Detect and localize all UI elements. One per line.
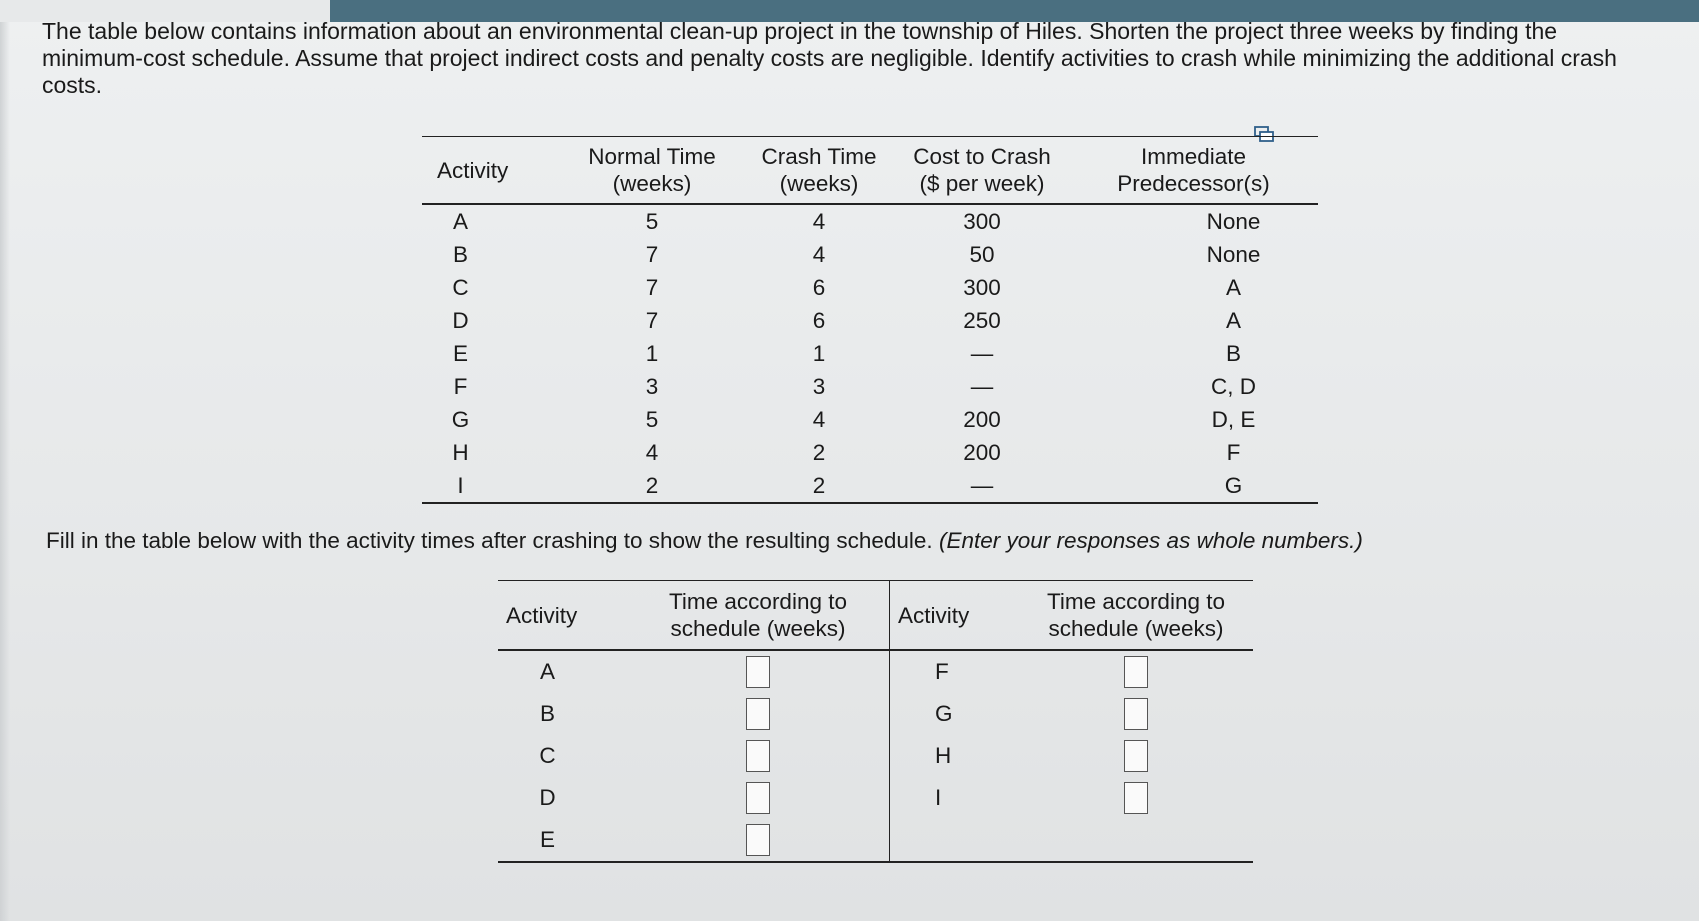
cell-activity: G: [451, 406, 470, 432]
activity-row-b: [422, 238, 1318, 271]
cell-predecessors: None: [1206, 208, 1261, 234]
header-crash-time: Crash Time (weeks): [761, 144, 877, 196]
answer-input-cell: [1019, 777, 1253, 819]
cell-activity: I: [457, 472, 464, 498]
project-data-table: [422, 136, 1318, 504]
answer-activity-label: B: [539, 701, 555, 726]
answer-row: [498, 735, 1253, 777]
answer-input-cell: [627, 735, 890, 777]
cell-crash-time: 4: [812, 406, 826, 432]
header-activity: Activity: [437, 157, 509, 183]
instruction-italic: (Enter your responses as whole numbers.): [938, 528, 1363, 553]
cell-cost-to-crash: —: [970, 340, 994, 366]
answer-activity-label: G: [890, 693, 1020, 735]
cell-crash-time: 6: [812, 274, 826, 300]
cell-predecessors: C, D: [1211, 373, 1256, 399]
cell-predecessors: F: [1226, 439, 1241, 465]
cell-activity: D: [452, 307, 469, 333]
time-input-a[interactable]: [746, 656, 770, 688]
answer-input-cell: [627, 693, 890, 735]
cell-predecessors: A: [1225, 274, 1241, 300]
answer-table: [498, 580, 1253, 863]
cell-predecessors: G: [1224, 472, 1243, 498]
instruction-main: Fill in the table below with the activity times after crashing to show the resulting schedule.: [46, 528, 933, 553]
instruction-text: [46, 528, 1363, 554]
answer-activity-label: C: [539, 743, 556, 768]
cell-cost-to-crash: 200: [963, 406, 1001, 432]
answer-header-time-left: Time according to schedule (weeks): [669, 589, 847, 641]
answer-row: [498, 693, 1253, 735]
cell-normal-time: 3: [645, 373, 659, 399]
cell-cost-to-crash: 300: [963, 274, 1001, 300]
time-input-i[interactable]: [1124, 782, 1148, 814]
answer-header-activity-left: Activity: [506, 602, 578, 628]
answer-row: [498, 777, 1253, 819]
cell-normal-time: 5: [645, 208, 659, 234]
answer-header-time-right: Time according to schedule (weeks): [1047, 589, 1225, 641]
project-data-body: [422, 204, 1318, 503]
cell-normal-time: 7: [645, 307, 659, 333]
cell-normal-time: 4: [645, 439, 659, 465]
activity-row-a: [422, 204, 1318, 238]
cell-activity: E: [452, 340, 468, 366]
cell-normal-time: 5: [645, 406, 659, 432]
header-normal-time: Normal Time (weeks): [588, 144, 716, 196]
cell-normal-time: 2: [645, 472, 659, 498]
cell-crash-time: 1: [812, 340, 826, 366]
cell-activity: C: [452, 274, 469, 300]
answer-input-cell: [627, 650, 890, 693]
cell-cost-to-crash: —: [970, 373, 994, 399]
activity-row-i: [422, 469, 1318, 503]
time-input-d[interactable]: [746, 782, 770, 814]
cell-predecessors: None: [1206, 241, 1261, 267]
cell-cost-to-crash: 50: [969, 241, 995, 267]
cell-crash-time: 4: [812, 208, 826, 234]
answer-activity-label: F: [890, 650, 1020, 693]
cell-normal-time: 1: [645, 340, 659, 366]
cell-crash-time: 4: [812, 241, 826, 267]
activity-row-f: [422, 370, 1318, 403]
time-input-c[interactable]: [746, 740, 770, 772]
answer-row: [498, 650, 1253, 693]
cell-activity: A: [452, 208, 468, 234]
answer-input-cell: [1019, 650, 1253, 693]
cell-cost-to-crash: 200: [963, 439, 1001, 465]
project-data-header-row: [422, 137, 1318, 205]
cell-crash-time: 2: [812, 472, 826, 498]
answer-activity-label: D: [539, 785, 556, 810]
time-input-h[interactable]: [1124, 740, 1148, 772]
answer-input-cell: [1019, 693, 1253, 735]
cell-crash-time: 2: [812, 439, 826, 465]
problem-statement: The table below contains information about an environmental clean-up project in the township of Hiles. Shorten the project three weeks by finding the minimum-cost schedule. Assume that project indirect costs and penalty costs are negligible. Identify activities to crash while minimizing the additional crash costs.: [42, 18, 1617, 98]
answer-empty-cell: [1019, 819, 1253, 862]
answer-input-cell: [627, 777, 890, 819]
cell-predecessors: B: [1225, 340, 1241, 366]
answer-activity-label: A: [539, 659, 555, 684]
header-cost-to-crash: Cost to Crash ($ per week): [913, 144, 1051, 196]
answer-empty-cell: [890, 819, 1020, 862]
cell-cost-to-crash: —: [970, 472, 994, 498]
answer-header-row: [498, 581, 1253, 651]
cell-activity: B: [452, 241, 468, 267]
cell-activity: H: [452, 439, 469, 465]
time-input-f[interactable]: [1124, 656, 1148, 688]
answer-input-cell: [1019, 735, 1253, 777]
answer-activity-label: I: [890, 777, 1020, 819]
answer-input-cell: [627, 819, 890, 862]
cell-crash-time: 6: [812, 307, 826, 333]
cell-crash-time: 3: [812, 373, 826, 399]
answer-header-activity-right: Activity: [890, 581, 1020, 651]
answer-row: [498, 819, 1253, 862]
answer-activity-label: H: [890, 735, 1020, 777]
activity-row-g: [422, 403, 1318, 436]
header-predecessors: Immediate Predecessor(s): [1117, 144, 1270, 196]
activity-row-e: [422, 337, 1318, 370]
cell-predecessors: D, E: [1211, 406, 1256, 432]
page-edge-shadow: [0, 22, 10, 921]
activity-row-c: [422, 271, 1318, 304]
cell-cost-to-crash: 250: [963, 307, 1001, 333]
answer-body: [498, 650, 1253, 862]
time-input-g[interactable]: [1124, 698, 1148, 730]
activity-row-h: [422, 436, 1318, 469]
time-input-b[interactable]: [746, 698, 770, 730]
cell-normal-time: 7: [645, 274, 659, 300]
answer-activity-label: E: [498, 819, 627, 862]
activity-row-d: [422, 304, 1318, 337]
cell-normal-time: 7: [645, 241, 659, 267]
cell-predecessors: A: [1225, 307, 1241, 333]
cell-activity: F: [453, 373, 468, 399]
cell-cost-to-crash: 300: [963, 208, 1001, 234]
time-input-e[interactable]: [746, 824, 770, 856]
